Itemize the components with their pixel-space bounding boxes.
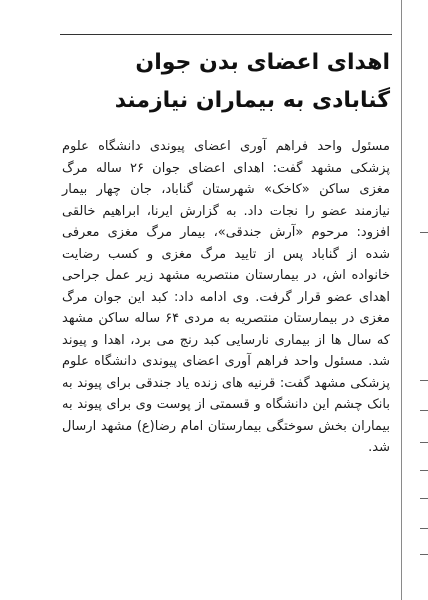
news-article xyxy=(62,36,390,459)
article-headline: اهدای اعضای بدن جوان گنابادی به بیماران نیازمند xyxy=(114,50,390,113)
article-paragraph: مسئول واحد فراهم آوری اعضای پیوندی دانشگاه علوم پزشکی مشهد گفت: اهدای اعضای جوان ۲۶ ساله مرگ مغزی ساکن «کاخک» شهرستان گناباد، جان چهار بیمار نیازمند عضو را نجات داد. به گزارش ایرنا، ابراهیم خالقی افزود: مرحوم «آرش جندقی»، بیمار مرگ مغزی معرفی شده از گناباد پس از تایید مرگ مغزی و کسب رضایت خانواده اش، در بیمارستان منتصریه مشهد زیر عمل جراحی اهدای عضو قرار گرفت. وی ادامه داد: کبد این جوان مرگ مغزی در بیمارستان منتصریه به مردی ۶۴ ساله ساکن مشهد که سال ها از بیماری نارسایی کبد رنج می برد، اهدا و پیوند شد. مسئول واحد فراهم آوری اعضای پیوندی دانشگاه علوم پزشکی مشهد گفت: قرنیه های زنده یاد جندقی برای پیوند به بانک چشم این دانشگاه و قسمتی از پوست وی برای پیوند به بیماران بخش سوختگی بیمارستان امام رضا(ع) مشهد ارسال شد. xyxy=(62,139,390,455)
column-divider xyxy=(401,0,402,600)
article-body xyxy=(62,136,390,459)
top-rule xyxy=(60,34,392,35)
